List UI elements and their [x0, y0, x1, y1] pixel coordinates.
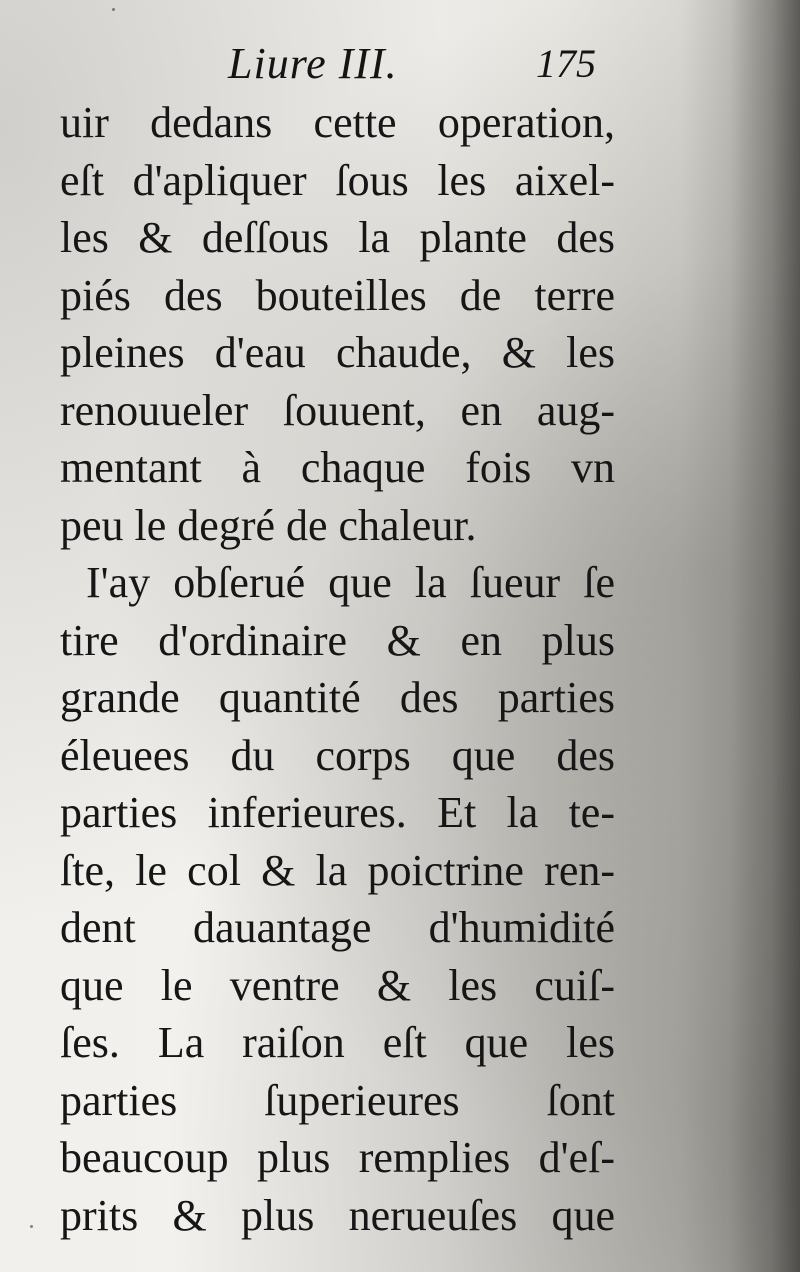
text-line: parties ſuperieures ſont: [60, 1075, 615, 1125]
text-line: piés des bouteilles de terre: [60, 270, 615, 320]
paper-speck: [30, 1225, 33, 1228]
paper-speck: [112, 8, 115, 11]
text-line: parties inferieures. Et la te-: [60, 788, 615, 837]
text-line: grande quantité des parties: [60, 673, 615, 722]
text-line: ſes. La raiſon eſt que les: [60, 1018, 615, 1067]
running-title: Liure III.: [228, 39, 398, 88]
text-line: mentant à chaque fois vn: [60, 443, 615, 492]
text-line: I'ay obſerué que la ſueur ſe: [86, 558, 615, 607]
text-line: peu le degré de chaleur.: [60, 500, 477, 550]
text-line: beaucoup plus remplies d'eſ-: [60, 1133, 615, 1182]
text-line: éleuees du corps que des: [60, 730, 615, 780]
text-line: que le ventre & les cuiſ-: [60, 960, 615, 1010]
text-line: dent dauantage d'humidité: [60, 903, 615, 952]
text-line: tire d'ordinaire & en plus: [60, 615, 615, 665]
text-line: les & deſſous la plante des: [60, 213, 615, 262]
text-line: uir dedans cette operation,: [60, 98, 615, 147]
text-line: eſt d'apliquer ſous les aixel-: [60, 155, 615, 205]
text-line: prits & plus nerueuſes que: [60, 1190, 615, 1240]
body-text: [60, 94, 615, 1244]
text-line: pleines d'eau chaude, & les: [60, 328, 615, 377]
text-line: renouueler ſouuent, en aug-: [60, 385, 615, 435]
page-header: [0, 38, 800, 98]
gutter-shadow: [730, 0, 800, 1272]
text-line: ſte, le col & la poictrine ren-: [60, 845, 615, 895]
page-number: 175: [536, 41, 596, 86]
